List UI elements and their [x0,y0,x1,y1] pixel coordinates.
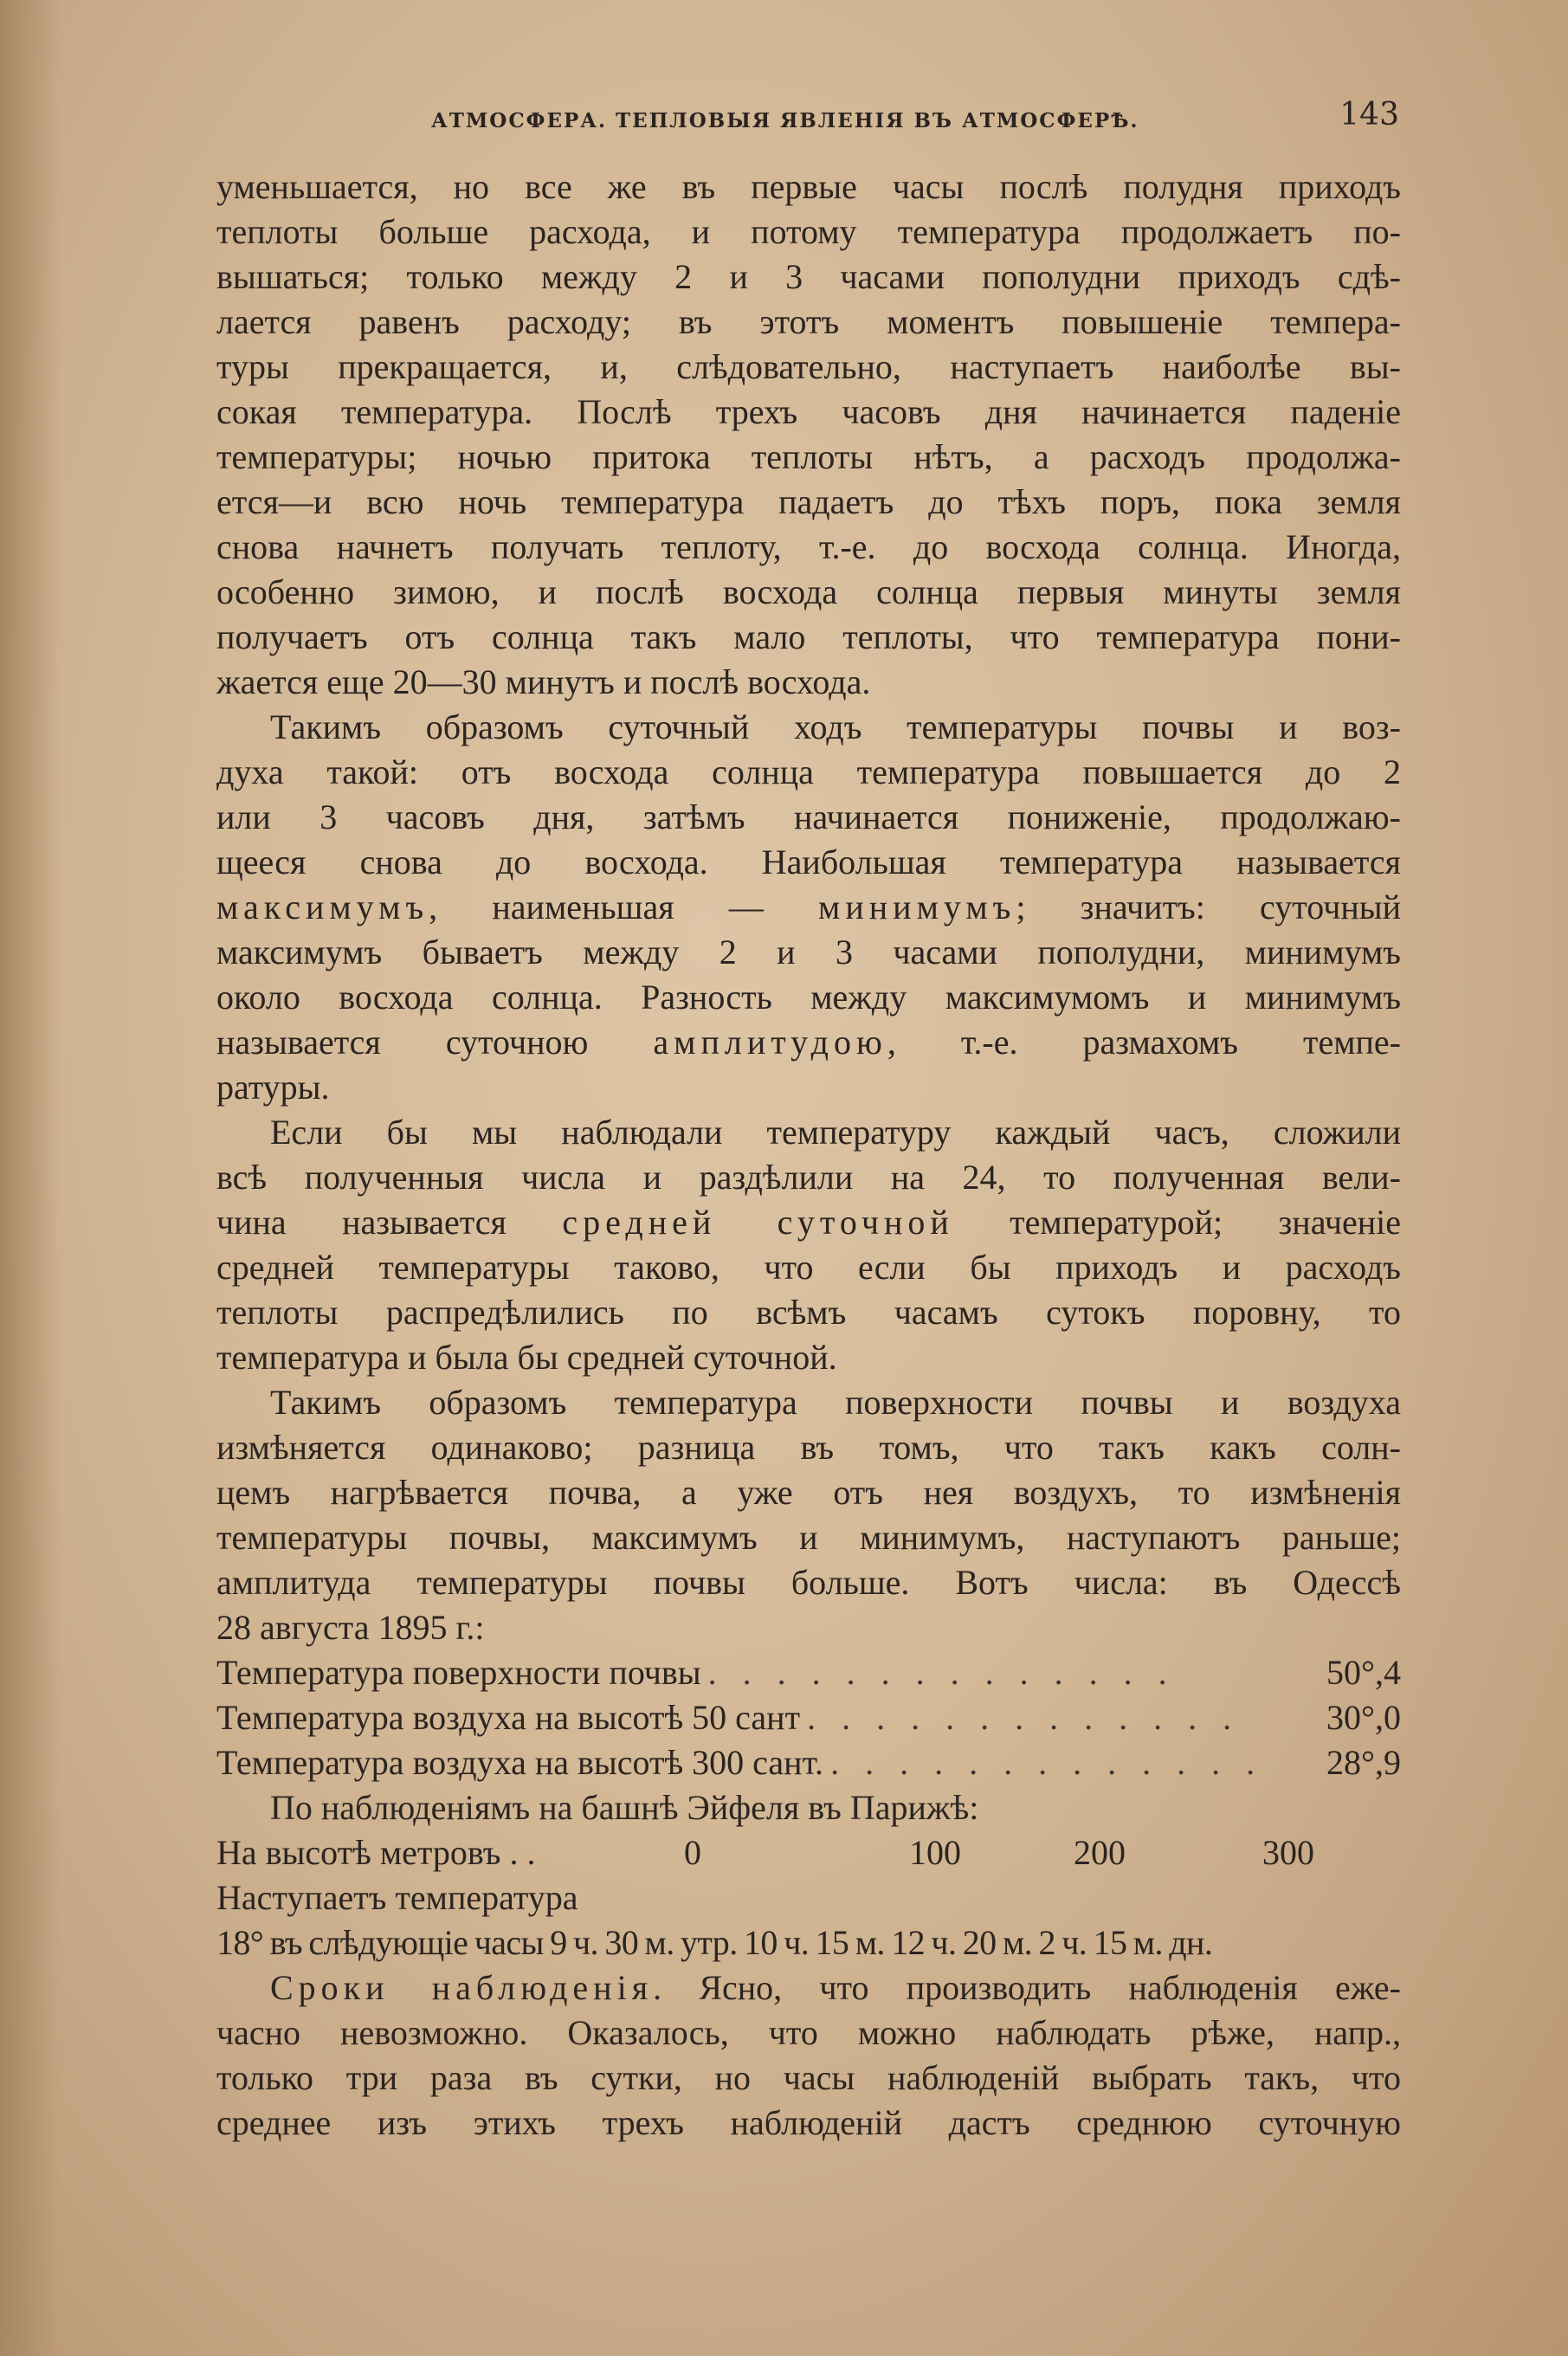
text-line: Такимъ образомъ суточный ходъ температуры почвы и воз- [270,707,1401,746]
text-line: особенно зимою, и послѣ восхода солнца первыя минуты земля [216,572,1401,611]
text-line: средней температуры таково, что если бы приходъ и расходъ [216,1248,1401,1287]
text-line: жается еще 20—30 минутъ и послѣ восхода. [216,662,871,701]
text-line: вышаться; только между 2 и 3 часами пополудни приходъ сдѣ- [216,257,1401,296]
dot-leader: . . . . . . . . . . . . . [807,1698,1241,1737]
text-fragment: , т.-е. размахомъ темпе- [887,1023,1401,1062]
text-fragment: температурой; значеніе [953,1203,1402,1242]
text-line: теплоты распредѣлились по всѣмъ часамъ сутокъ поровну, то [216,1293,1401,1332]
text-line: температуры; ночью притока теплоты нѣтъ, а расходъ продолжа- [216,437,1401,476]
text-line: среднее изъ этихъ трехъ наблюденій дастъ среднюю суточную [216,2103,1401,2142]
text-line [216,1965,1401,2011]
temperature-list [216,1650,1401,1785]
term-amplitude: амплитудою [653,1023,887,1062]
running-head: АТМОСФЕРА. ТЕПЛОВЫЯ ЯВЛЕНІЯ ВЪ АТМОСФЕРѢ. [431,109,1139,132]
text-line: Если бы мы наблюдали температуру каждый часъ, сложили [270,1113,1401,1152]
eiffel-section [216,1785,1401,1965]
text-line: снова начнетъ получать теплоту, т.-е. до восхода солнца. Иногда, [216,527,1401,566]
term-mean-daily: средней суточной [562,1203,954,1242]
text-line: теплоты больше расхода, и потому температура продолжаетъ по- [216,212,1401,251]
eiffel-intro: По наблюденіямъ на башнѣ Эйфеля въ Парижѣ: [270,1788,979,1827]
term-minimum: минимумъ [818,888,1016,926]
temperature-row [216,1650,1401,1695]
text-line [216,1020,1401,1065]
text-line: температура и была бы средней суточной. [216,1338,837,1377]
height-value: 300 [1262,1833,1314,1872]
text-line: только три раза въ сутки, но часы наблюденій выбрать такъ, что [216,2058,1401,2097]
text-line: ратуры. [216,1068,330,1107]
text-line: туры прекращается, и, слѣдовательно, наступаетъ наиболѣе вы- [216,347,1401,386]
page-header [215,94,1410,145]
text-line: температуры почвы, максимумъ и минимумъ, наступаютъ раньше; [216,1518,1401,1557]
text-line: измѣняется одинаково; разница въ томъ, что такъ какъ солн- [216,1428,1401,1467]
text-line: около восхода солнца. Разность между максимумомъ и минимумъ [216,978,1401,1017]
paragraph-3 [216,1110,1401,1380]
text-line: Такимъ образомъ температура поверхности почвы и воздуха [270,1383,1401,1422]
text-line: часно невозможно. Оказалось, что можно наблюдать рѣже, напр., [216,2013,1401,2052]
text-fragment: ; значитъ: суточный [1016,888,1402,926]
text-line: всѣ полученныя числа и раздѣлили на 24, то полученная вели- [216,1158,1401,1197]
heights-label: На высотѣ метровъ . . [216,1833,536,1872]
text-line: уменьшается, но все же въ первые часы послѣ полудня приходъ [216,167,1401,206]
text-fragment: . Ясно, что производить наблюденія еже- [653,1968,1401,2007]
text-line: 28 августа 1895 г.: [216,1608,485,1647]
page-gutter-shadow [0,0,61,2356]
temperature-label: Температура воздуха на высотѣ 50 сант [216,1698,801,1737]
text-line: щееся снова до восхода. Наибольшая температура называется [216,842,1401,881]
height-value: 100 [909,1833,961,1872]
paragraph-4 [216,1380,1401,1650]
text-line: лается равенъ расходу; въ этотъ моментъ повышеніе темпера- [216,302,1401,341]
temperature-row [216,1695,1401,1740]
text-line: амплитуда температуры почвы больше. Вотъ числа: въ Одессѣ [216,1563,1401,1602]
temperature-value: 50°,4 [1326,1653,1401,1692]
paragraph-2 [216,705,1401,1110]
eiffel-temp-line: Наступаетъ температура [216,1878,578,1917]
text-line: или 3 часовъ дня, затѣмъ начинается пониженіе, продолжаю- [216,797,1401,836]
text-line: максимумъ бываетъ между 2 и 3 часами пополудни, минимумъ [216,933,1401,971]
height-value: 0 [684,1833,701,1872]
height-value: 200 [1074,1833,1126,1872]
page-body [216,165,1401,2146]
text-fragment: , наименьшая — [429,888,819,926]
temperature-label: Температура поверхности почвы [216,1653,701,1692]
text-fragment: называется суточною [216,1023,654,1062]
dot-leader: . . . . . . . . . . . . . . [707,1653,1176,1692]
dot-leader: . . . . . . . . . . . . . [830,1743,1264,1782]
temperature-value: 28°,9 [1326,1743,1401,1782]
text-line [216,1200,1401,1245]
temperature-value: 30°,0 [1326,1698,1401,1737]
text-line: духа такой: отъ восхода солнца температура повышается до 2 [216,752,1401,791]
paragraph-1 [216,165,1401,705]
temperature-row [216,1740,1401,1785]
term-observation-times: Сроки наблюденія [270,1968,654,2007]
paragraph-5 [216,1965,1401,2146]
temperature-label: Температура воздуха на высотѣ 300 сант. [216,1743,824,1782]
eiffel-times-line: 18° въ слѣдующіе часы 9 ч. 30 м. утр. 10 ч. 15 м. 12 ч. 20 м. 2 ч. 15 м. дн. [216,1923,1213,1962]
eiffel-heights-row [216,1830,1401,1875]
text-line [216,885,1401,930]
term-maximum: максимумъ [216,888,429,926]
text-line: сокая температура. Послѣ трехъ часовъ дня начинается паденіе [216,392,1401,431]
text-line: ется—и всю ночь температура падаетъ до тѣхъ поръ, пока земля [216,482,1401,521]
text-fragment: чина называется [216,1203,563,1242]
page-number: 143 [1339,97,1399,132]
text-line: получаетъ отъ солнца такъ мало теплоты, что температура пони- [216,617,1401,656]
text-line: цемъ нагрѣвается почва, а уже отъ нея воздухъ, то измѣненія [216,1473,1401,1512]
